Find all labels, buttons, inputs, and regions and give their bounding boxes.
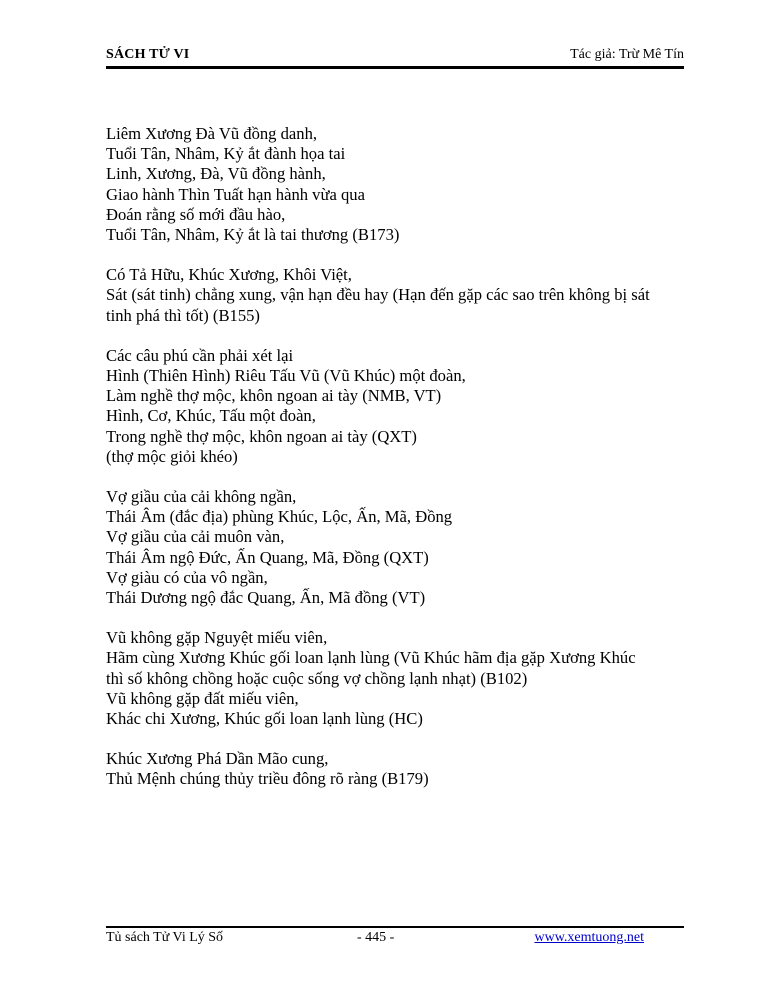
paragraph-4 — [106, 487, 686, 608]
text-line: Vợ giàu có của vô ngần, — [106, 567, 268, 587]
text-line: Hình, Cơ, Khúc, Tấu một đoàn, — [106, 406, 316, 426]
text-line: Đoán rằng số mới đầu hào, — [106, 204, 286, 224]
paragraph-1 — [106, 124, 686, 245]
text-line: Vũ không gặp đất miếu viên, — [106, 688, 299, 708]
text-line: Có Tả Hữu, Khúc Xương, Khôi Việt, — [106, 265, 352, 285]
page-number: - 445 - — [357, 930, 395, 945]
text-line: Thái Âm ngộ Đức, Ấn Quang, Mã, Đồng (QXT) — [106, 547, 429, 567]
text-line: Làm nghề thợ mộc, khôn ngoan ai tày (NMB, VT) — [106, 386, 442, 406]
paragraph-5 — [106, 628, 686, 729]
text-line: tinh phá thì tốt) (B155) — [106, 305, 260, 325]
text-line: Hình (Thiên Hình) Riêu Tấu Vũ (Vũ Khúc) một đoàn, — [106, 366, 466, 386]
page-header — [106, 46, 684, 69]
paragraph-6 — [106, 749, 686, 789]
text-line: Thái Dương ngộ đắc Quang, Ấn, Mã đồng (VT) — [106, 588, 426, 608]
text-line: Thái Âm (đắc địa) phùng Khúc, Lộc, Ấn, Mã, Đồng — [106, 507, 453, 527]
text-line: Trong nghề thợ mộc, khôn ngoan ai tày (QXT) — [106, 426, 417, 446]
series-label: Tủ sách Tử Vi Lý Số — [106, 930, 224, 945]
text-line: Giao hành Thìn Tuất hạn hành vừa qua — [106, 184, 365, 204]
paragraph-2 — [106, 265, 686, 326]
text-line: Khác chi Xương, Khúc gối loan lạnh lùng (HC) — [106, 709, 423, 729]
text-line: Sát (sát tinh) chẳng xung, vận hạn đều hay (Hạn đến gặp các sao trên không bị sát — [106, 285, 650, 305]
page-body — [106, 124, 686, 810]
text-line: thì số không chồng hoặc cuộc sống vợ chồng lạnh nhạt) (B102) — [106, 668, 528, 688]
text-line: Vợ giầu của cải muôn vàn, — [106, 527, 285, 547]
page-footer — [106, 926, 684, 948]
text-line: Tuổi Tân, Nhâm, Kỷ ắt đành họa tai — [106, 144, 346, 164]
text-line: Hãm cùng Xương Khúc gối loan lạnh lùng (Vũ Khúc hãm địa gặp Xương Khúc — [106, 648, 636, 668]
text-line: Linh, Xương, Đà, Vũ đồng hành, — [106, 164, 326, 184]
book-title: SÁCH TỬ VI — [106, 47, 190, 62]
text-line: Vợ giầu của cải không ngần, — [106, 487, 297, 507]
text-line: (thợ mộc giỏi khéo) — [106, 446, 238, 466]
text-line: Thủ Mệnh chúng thủy triều đông rõ ràng (B179) — [106, 769, 429, 789]
text-line: Khúc Xương Phá Dần Mão cung, — [106, 749, 329, 769]
website-link[interactable]: www.xemtuong.net — [534, 930, 644, 945]
text-line: Liêm Xương Đà Vũ đồng danh, — [106, 124, 318, 143]
text-line: Vũ không gặp Nguyệt miếu viên, — [106, 628, 328, 648]
author-label: Tác giả: Trừ Mê Tín — [570, 47, 684, 62]
text-line: Tuổi Tân, Nhâm, Kỷ ắt là tai thương (B173) — [106, 225, 400, 245]
text-line: Các câu phú cần phải xét lại — [106, 345, 294, 365]
paragraph-3 — [106, 346, 686, 467]
